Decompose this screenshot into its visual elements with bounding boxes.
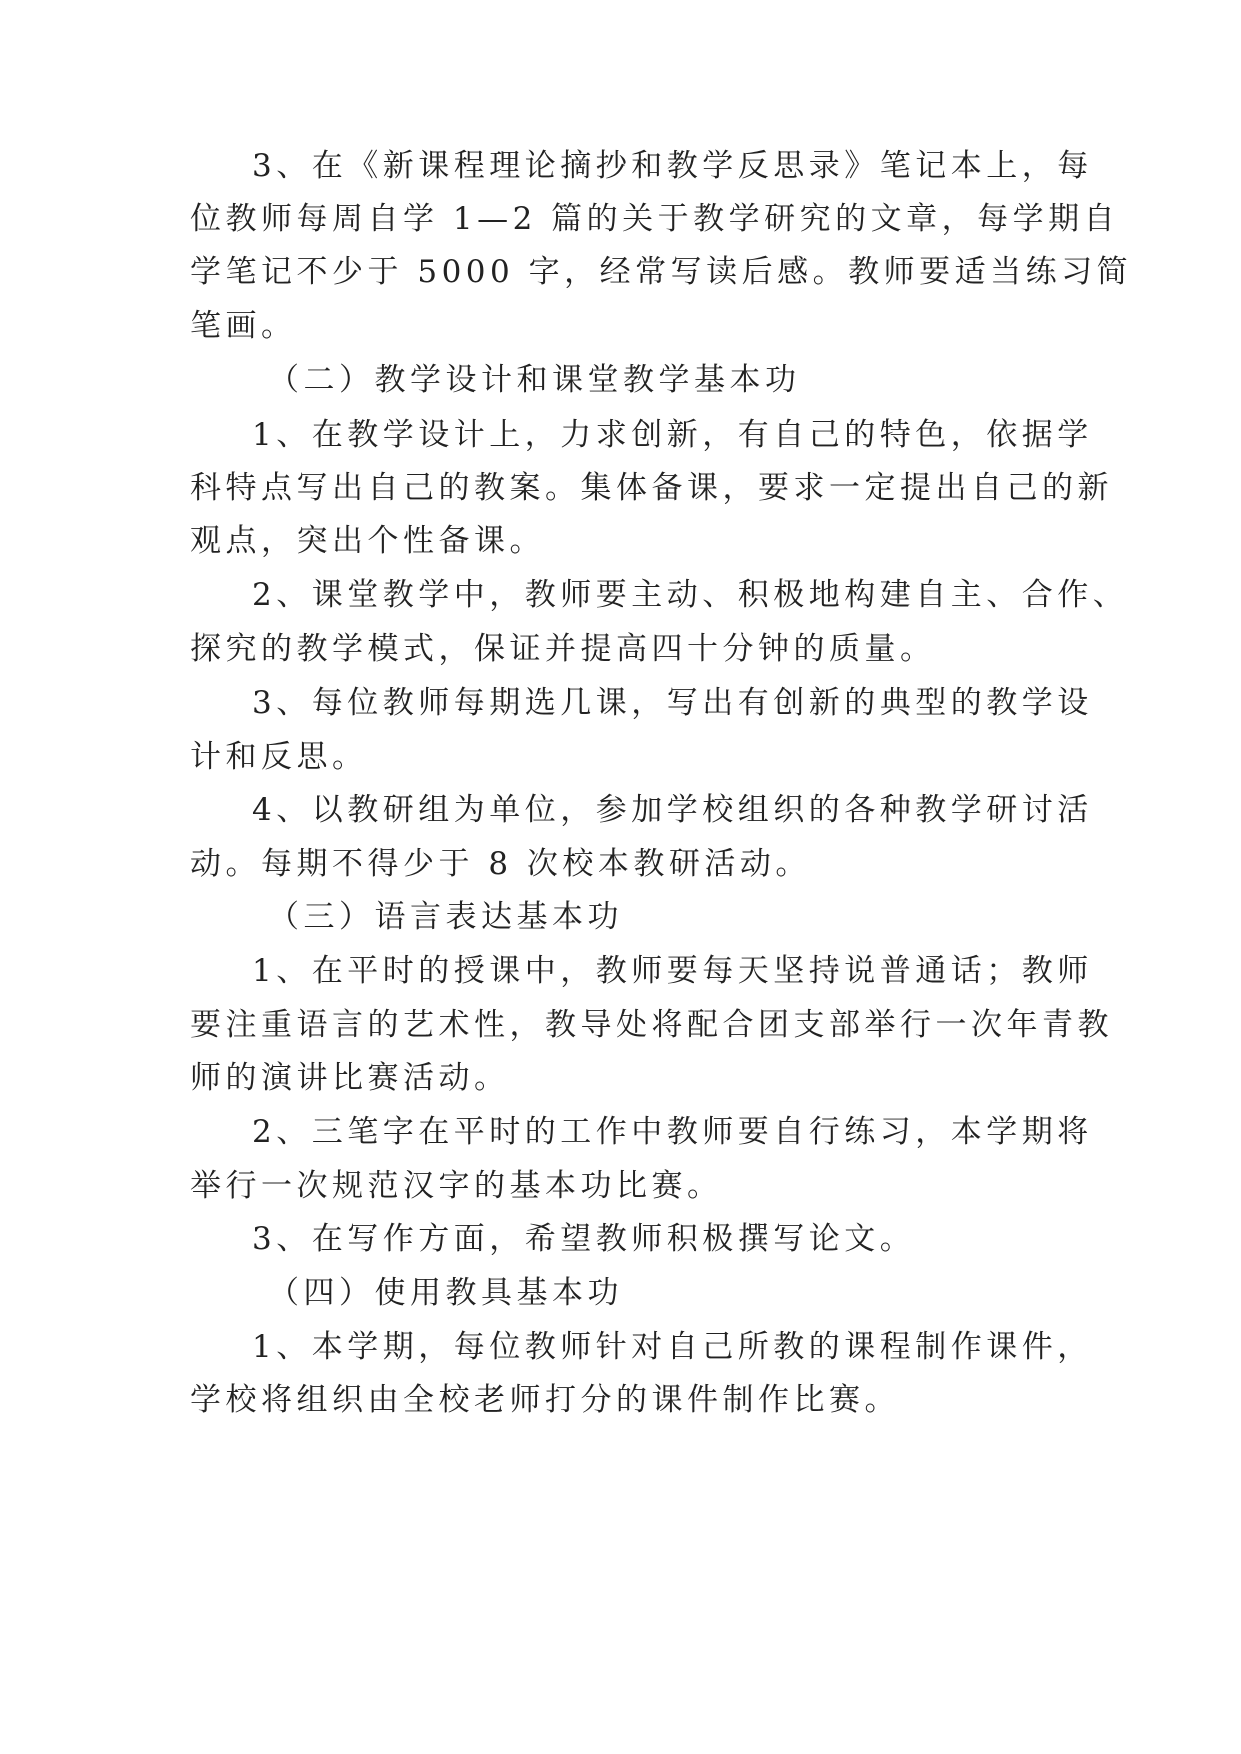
paragraph-line: 1、在平时的授课中，教师要每天坚持说普通话；教师 [252,953,1093,989]
paragraph-line: 师的演讲比赛活动。 [190,1060,510,1096]
paragraph-line: 3、每位教师每期选几课，写出有创新的典型的教学设 [252,685,1093,721]
paragraph-line: 观点，突出个性备课。 [190,523,545,559]
paragraph-line: 要注重语言的艺术性，教导处将配合团支部举行一次年青教 [190,1007,1113,1043]
paragraph-line: 笔画。 [190,308,297,344]
paragraph-line: 学校将组织由全校老师打分的课件制作比赛。 [190,1382,900,1418]
paragraph-line: 举行一次规范汉字的基本功比赛。 [190,1168,723,1204]
paragraph-line: 3、在《新课程理论摘抄和教学反思录》笔记本上，每 [252,148,1093,184]
paragraph-line: 2、课堂教学中，教师要主动、积极地构建自主、合作、 [252,577,1129,613]
paragraph-line: 1、本学期，每位教师针对自己所教的课程制作课件， [252,1329,1093,1365]
paragraph-line: 科特点写出自己的教案。集体备课，要求一定提出自己的新 [190,470,1113,506]
paragraph-line: 2、三笔字在平时的工作中教师要自行练习，本学期将 [252,1114,1093,1150]
paragraph-line: 4、以教研组为单位，参加学校组织的各种教学研讨活 [252,792,1093,828]
paragraph-line: 学笔记不少于 5000 字，经常写读后感。教师要适当练习简 [190,254,1133,290]
paragraph-line: 3、在写作方面，希望教师积极撰写论文。 [252,1221,916,1257]
section-heading: （三）语言表达基本功 [268,899,623,935]
paragraph-line: 动。每期不得少于 8 次校本教研活动。 [190,846,811,882]
paragraph-line: 探究的教学模式，保证并提高四十分钟的质量。 [190,631,936,667]
paragraph-line: 计和反思。 [190,739,368,775]
section-heading: （二）教学设计和课堂教学基本功 [268,362,801,398]
paragraph-line: 位教师每周自学 1—2 篇的关于教学研究的文章，每学期自 [190,201,1120,237]
paragraph-line: 1、在教学设计上，力求创新，有自己的特色，依据学 [252,417,1093,453]
section-heading: （四）使用教具基本功 [268,1275,623,1311]
